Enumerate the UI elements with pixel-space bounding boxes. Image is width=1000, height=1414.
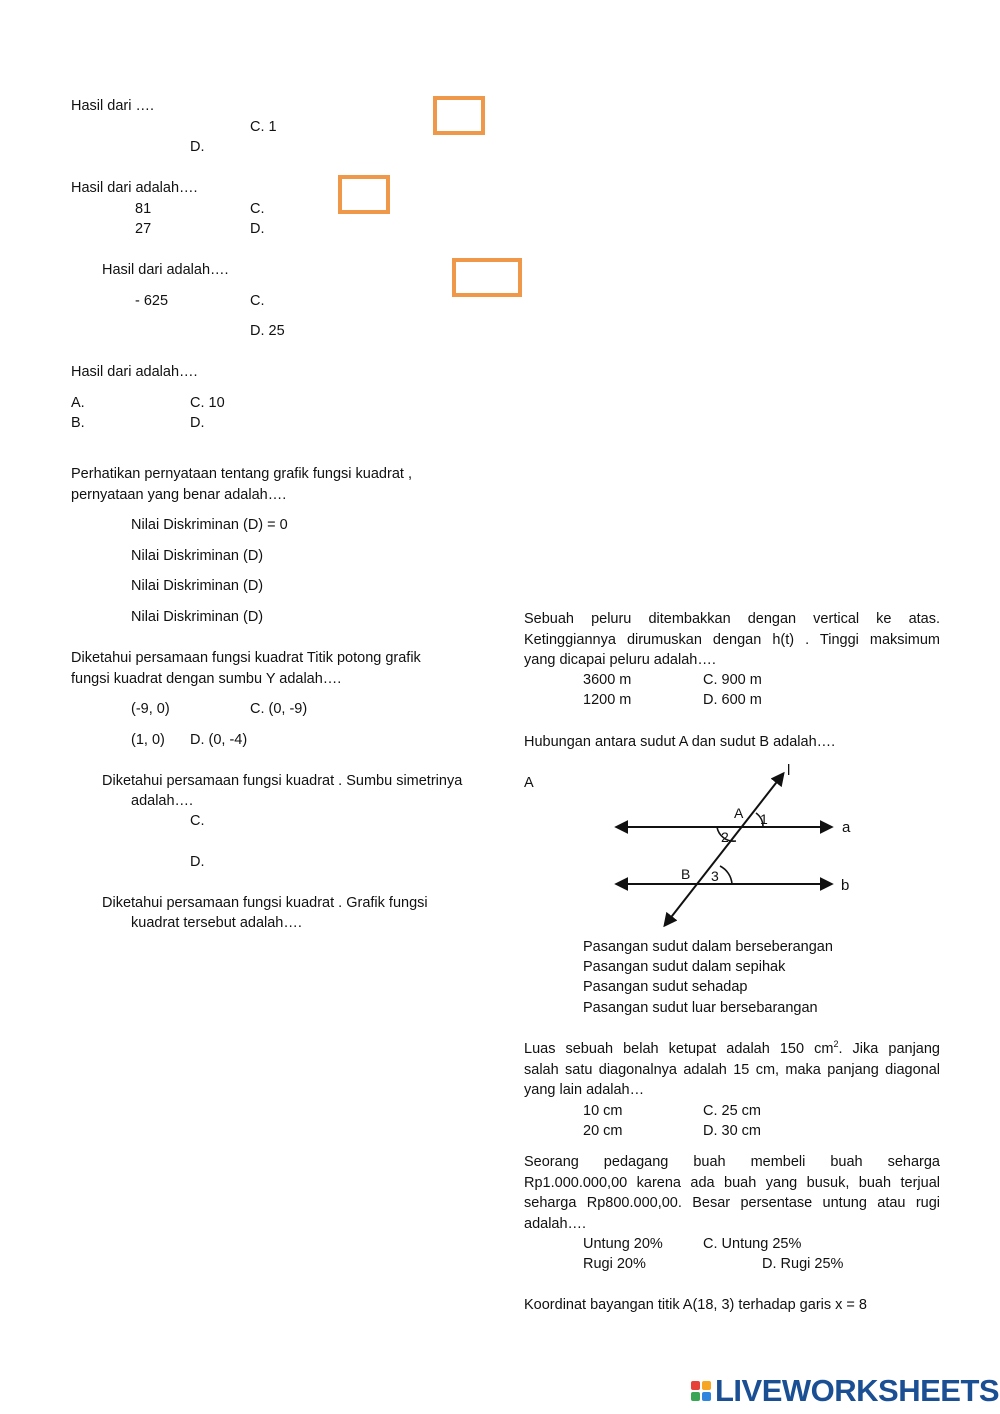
option-a: 81 [135, 201, 152, 217]
question-stem-line2: Ketinggiannya dirumuskan dengan h(t) . Tinggi maksimum [524, 631, 940, 648]
answer-marker: A [524, 775, 534, 791]
question-stem-line1: Seorang pedagang buah membeli buah seharga [524, 1154, 940, 1170]
question-stem-line1: Diketahui persamaan fungsi kuadrat Titik potong grafik [71, 650, 421, 666]
question-stem-line1: Sebuah peluru ditembakkan dengan vertical ke atas. [524, 611, 940, 627]
label-l: l [787, 762, 791, 779]
answer-input-box[interactable] [433, 96, 485, 135]
question-stem: Hasil dari adalah…. [71, 364, 198, 380]
option-d: D. [190, 415, 205, 431]
option-d: D. (0, -4) [190, 732, 248, 748]
option-d: D. [190, 854, 205, 870]
question-stem-line2: kuadrat tersebut adalah…. [131, 915, 302, 931]
option-c: C. 10 [190, 395, 225, 411]
option-a: Pasangan sudut dalam berseberangan [583, 939, 833, 955]
parallel-lines-diagram [605, 760, 865, 930]
label-angle-3: 3 [711, 868, 719, 884]
option-a: 10 cm [583, 1103, 623, 1119]
option-a: Untung 20% [583, 1236, 663, 1252]
question-stem-line4: adalah…. [524, 1215, 587, 1232]
label-angle-1: 1 [760, 811, 768, 827]
option-b: Rugi 20% [583, 1256, 646, 1272]
label-a: a [842, 819, 851, 836]
label-angle-2: 2 [721, 829, 729, 845]
option-c: C. (0, -9) [250, 701, 308, 717]
option-c: C. Untung 25% [703, 1236, 802, 1252]
question-stem: Hubungan antara sudut A dan sudut B adalah…. [524, 734, 836, 750]
question-stem-line2: adalah…. [131, 793, 194, 809]
question-stem-line2: pernyataan yang benar adalah…. [71, 487, 287, 503]
option-b: Pasangan sudut dalam sepihak [583, 959, 786, 975]
option-b: 27 [135, 221, 152, 237]
option-c: Nilai Diskriminan (D) [131, 578, 264, 594]
option-a: A. [71, 395, 85, 411]
option-d: D. 25 [250, 323, 285, 339]
question-stem-line2: fungsi kuadrat dengan sumbu Y adalah…. [71, 671, 342, 687]
option-b: B. [71, 415, 85, 431]
logo-mark-icon [691, 1381, 711, 1401]
question-stem-line3: yang lain adalah… [524, 1082, 645, 1098]
question-stem: Hasil dari …. [71, 98, 154, 114]
transversal-line-l [665, 774, 783, 925]
answer-input-box[interactable] [452, 258, 522, 297]
option-a: (-9, 0) [131, 701, 170, 717]
question-stem-line1: Diketahui persamaan fungsi kuadrat . Grafik fungsi [102, 895, 428, 911]
option-d: D. Rugi 25% [762, 1256, 844, 1272]
question-stem-line3: yang dicapai peluru adalah…. [524, 652, 716, 668]
question-stem: Koordinat bayangan titik A(18, 3) terhadap garis x = 8 [524, 1297, 867, 1313]
answer-input-box[interactable] [338, 175, 390, 214]
label-point-a: A [734, 805, 744, 821]
option-b: Nilai Diskriminan (D) [131, 548, 264, 564]
option-d: D. [190, 139, 205, 155]
option-a: 3600 m [583, 672, 632, 688]
label-point-b: B [681, 866, 691, 882]
question-stem-line1: Diketahui persamaan fungsi kuadrat . Sumbu simetrinya [102, 773, 463, 789]
liveworksheets-logo [691, 1373, 999, 1409]
question-stem: Hasil dari adalah…. [102, 262, 229, 278]
question-stem-line2: salah satu diagonalnya adalah 15 cm, maka panjang diagonal [524, 1061, 940, 1078]
option-a: Nilai Diskriminan (D) = 0 [131, 517, 288, 533]
option-d: D. 600 m [703, 692, 762, 708]
logo-text: LIVEWORKSHEETS [715, 1373, 1000, 1408]
option-b: (1, 0) [131, 732, 165, 748]
question-stem-line1: Luas sebuah belah ketupat adalah 150 $cm^2$. Jika panjang [524, 1039, 940, 1057]
label-b: b [841, 877, 850, 894]
option-c: C. 900 m [703, 672, 762, 688]
question-stem-line3: seharga Rp800.000,00. Besar persentase untung atau rugi [524, 1195, 940, 1211]
question-stem [524, 609, 940, 671]
option-c: Pasangan sudut sehadap [583, 979, 748, 995]
option-c: C. [190, 813, 205, 829]
option-d: D. [250, 221, 265, 237]
question-stem-line1: Perhatikan pernyataan tentang grafik fungsi kuadrat , [71, 466, 412, 482]
option-d: Pasangan sudut luar bersebarangan [583, 1000, 818, 1016]
option-c: C. 1 [250, 119, 277, 135]
question-stem [524, 1039, 940, 1101]
angle-3-arc [720, 866, 732, 884]
option-c: C. 25 cm [703, 1103, 762, 1119]
option-a: - 625 [135, 293, 169, 309]
option-b: 20 cm [583, 1123, 623, 1139]
option-c: C. [250, 293, 265, 309]
question-stem [524, 1152, 940, 1234]
question-stem: Hasil dari adalah…. [71, 180, 198, 196]
question-stem-line2: Rp1.000.000,00 karena ada buah yang busuk, buah terjual [524, 1174, 940, 1191]
option-c: C. [250, 201, 265, 217]
option-d: D. 30 cm [703, 1123, 762, 1139]
option-d: Nilai Diskriminan (D) [131, 609, 264, 625]
option-b: 1200 m [583, 692, 632, 708]
